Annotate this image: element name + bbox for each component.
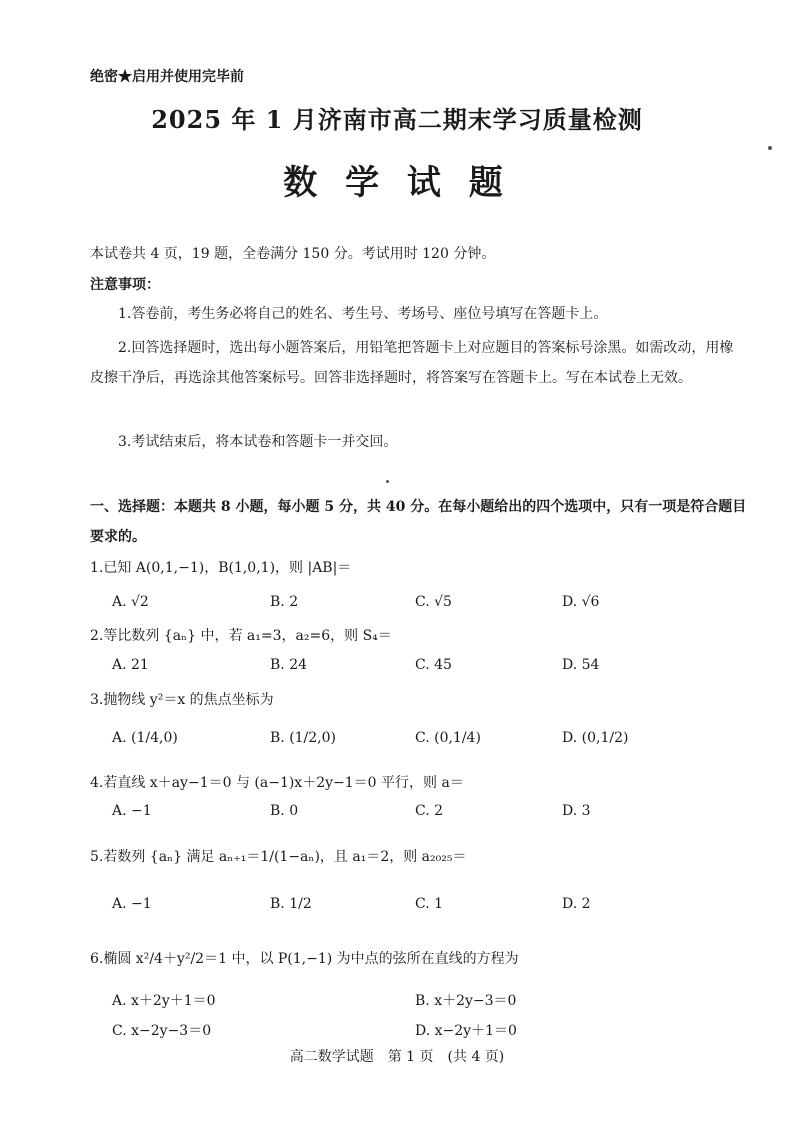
question-2-stem: 2.等比数列 {aₙ} 中，若 a₁=3，a₂=6，则 S₄＝ (90, 628, 392, 644)
question-5-option-a: A. −1 (112, 896, 152, 912)
question-1-option-a: A. √2 (112, 594, 149, 610)
question-1-option-c: C. √5 (415, 594, 452, 610)
notice-heading: 注意事项： (90, 277, 160, 293)
subject-title: 数 学 试 题 (283, 163, 511, 203)
question-3-option-c: C. (0,1/4) (415, 730, 481, 746)
question-1-stem: 1.已知 A(0,1,−1)，B(1,0,1)，则 |AB|＝ (90, 560, 352, 576)
question-1-option-b: B. 2 (270, 594, 299, 610)
question-6-option-c: C. x−2y−3＝0 (112, 1023, 212, 1039)
question-5-option-b: B. 1/2 (270, 896, 312, 912)
question-2-option-d: D. 54 (562, 657, 600, 673)
question-2-option-a: A. 21 (112, 657, 149, 673)
question-3-option-a: A. (1/4,0) (112, 730, 178, 746)
question-6-stem: 6.椭圆 x²/4＋y²/2＝1 中，以 P(1,−1) 为中点的弦所在直线的方程为 (90, 951, 519, 967)
notice-item-2: 2.回答选择题时，选出每小题答案后，用铅笔把答题卡上对应题目的答案标号涂黑。如需改动，用橡皮擦干净后，再选涂其他答案标号。回答非选择题时，将答案写在答题卡上。写在本试卷上无效。 (90, 340, 734, 386)
question-6-option-d: D. x−2y＋1＝0 (415, 1023, 517, 1039)
question-5-option-d: D. 2 (562, 896, 591, 912)
question-6-option-a: A. x＋2y＋1＝0 (112, 993, 216, 1009)
question-4-option-c: C. 2 (415, 803, 444, 819)
question-4-stem: 4.若直线 x＋ay−1＝0 与 (a−1)x＋2y−1＝0 平行，则 a＝ (90, 775, 464, 791)
question-4-option-b: B. 0 (270, 803, 299, 819)
question-2-option-b: B. 24 (270, 657, 308, 673)
question-4-option-a: A. −1 (112, 803, 152, 819)
question-5-stem: 5.若数列 {aₙ} 满足 aₙ₊₁＝1/(1−aₙ)，且 a₁＝2，则 a₂₀₂₅＝ (90, 849, 467, 865)
page-footer: 高二数学试题 第 1 页 (共 4 页) (289, 1049, 505, 1065)
question-3-option-d: D. (0,1/2) (562, 730, 629, 746)
question-3-stem: 3.抛物线 y²＝x 的焦点坐标为 (90, 692, 274, 708)
notice-item-1: 1.答卷前，考生务必将自己的姓名、考生号、考场号、座位号填写在答题卡上。 (118, 306, 608, 322)
confidential-label: 绝密★启用并使用完毕前 (90, 69, 244, 85)
question-1-option-d: D. √6 (562, 594, 600, 610)
question-6-option-b: B. x＋2y−3＝0 (415, 993, 517, 1009)
notice-item-3: 3.考试结束后，将本试卷和答题卡一并交回。 (118, 434, 398, 450)
section-heading: 一、选择题：本题共 8 小题，每小题 5 分，共 40 分。在每小题给出的四个选项中，只有一项是符合题目要求的。 (90, 499, 747, 545)
question-4-option-d: D. 3 (562, 803, 591, 819)
scan-speck (768, 146, 772, 150)
question-3-option-b: B. (1/2,0) (270, 730, 337, 746)
exam-title: 2025 年 1 月济南市高二期末学习质量检测 (151, 105, 643, 134)
scan-speck (386, 480, 389, 483)
question-2-option-c: C. 45 (415, 657, 452, 673)
question-5-option-c: C. 1 (415, 896, 444, 912)
exam-intro: 本试卷共 4 页，19 题，全卷满分 150 分。考试用时 120 分钟。 (90, 246, 496, 262)
